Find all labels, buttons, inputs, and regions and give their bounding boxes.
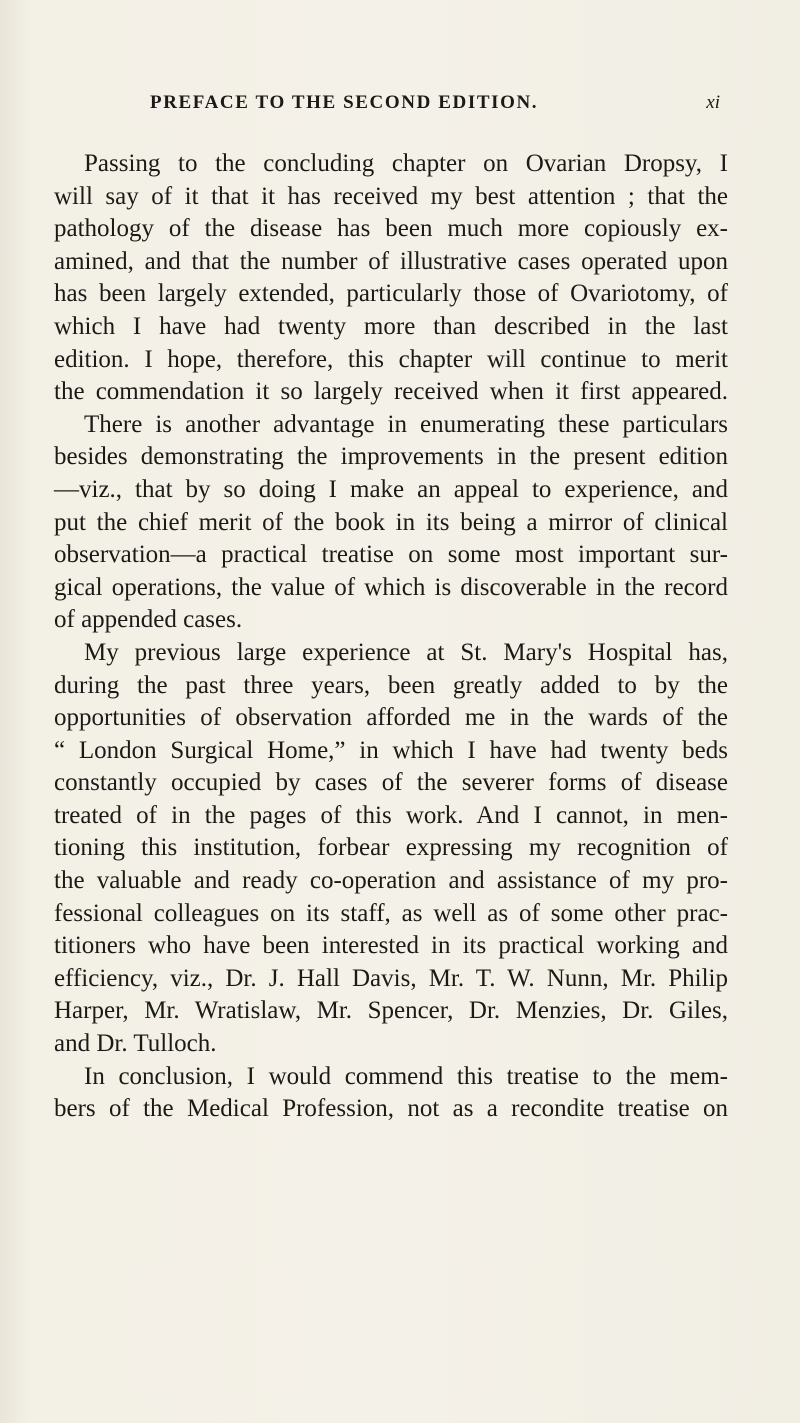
text-line: fessional colleagues on its staff, as well as of some other prac-	[54, 899, 728, 927]
running-header	[150, 92, 720, 132]
text-line: —viz., that by so doing I make an appeal to experience, and	[54, 475, 728, 503]
text-line: put the chief merit of the book in its being a mirror of clinical	[54, 508, 728, 536]
text-line: has been largely extended, particularly those of Ovariotomy, of	[54, 280, 728, 308]
text-line: There is another advantage in enumerating these particulars	[84, 410, 728, 438]
text-line: titioners who have been interested in its practical working and	[54, 932, 728, 960]
text-line: opportunities of observation afforded me in the wards of the	[54, 704, 728, 732]
text-line: Passing to the concluding chapter on Ovarian Dropsy, I	[84, 150, 728, 177]
text-line: besides demonstrating the improvements in the present edition	[54, 443, 728, 471]
text-line: the commendation it so largely received when it first appeared.	[54, 378, 728, 406]
text-line: which I have had twenty more than described in the last	[54, 312, 728, 340]
text-line: and Dr. Tulloch.	[54, 1030, 217, 1058]
header-title: PREFACE TO THE SECOND EDITION.	[150, 92, 539, 113]
text-line: treated of in the pages of this work. And I cannot, in men-	[54, 801, 728, 829]
text-line: constantly occupied by cases of the severer forms of disease	[54, 769, 728, 797]
text-line: efficiency, viz., Dr. J. Hall Davis, Mr. T. W. Nunn, Mr. Philip	[54, 964, 728, 992]
text-line: My previous large experience at St. Mary's Hospital has,	[84, 638, 728, 666]
text-line: amined, and that the number of illustrative cases operated upon	[54, 247, 728, 275]
text-line: observation—a practical treatise on some most important sur-	[54, 541, 728, 569]
text-line: of appended cases.	[54, 606, 243, 634]
text-line: “ London Surgical Home,” in which I have had twenty beds	[54, 736, 728, 764]
text-line: tioning this institution, forbear expressing my recognition of	[54, 834, 728, 862]
text-line: edition. I hope, therefore, this chapter will continue to merit	[54, 345, 728, 373]
text-line: Harper, Mr. Wratislaw, Mr. Spencer, Dr. Menzies, Dr. Giles,	[54, 997, 728, 1025]
text-line: pathology of the disease has been much more copiously ex-	[54, 215, 728, 243]
page-number: xi	[706, 92, 720, 113]
text-line: during the past three years, been greatly added to by the	[54, 671, 728, 699]
preface-body	[54, 148, 728, 1126]
text-line: gical operations, the value of which is discoverable in the record	[54, 573, 728, 601]
text-line: bers of the Medical Profession, not as a recondite treatise on	[54, 1095, 728, 1123]
text-line: the valuable and ready co-operation and assistance of my pro-	[54, 867, 728, 895]
text-line: In conclusion, I would commend this treatise to the mem-	[84, 1062, 728, 1090]
text-line: will say of it that it has received my best attention ; that the	[54, 182, 728, 210]
